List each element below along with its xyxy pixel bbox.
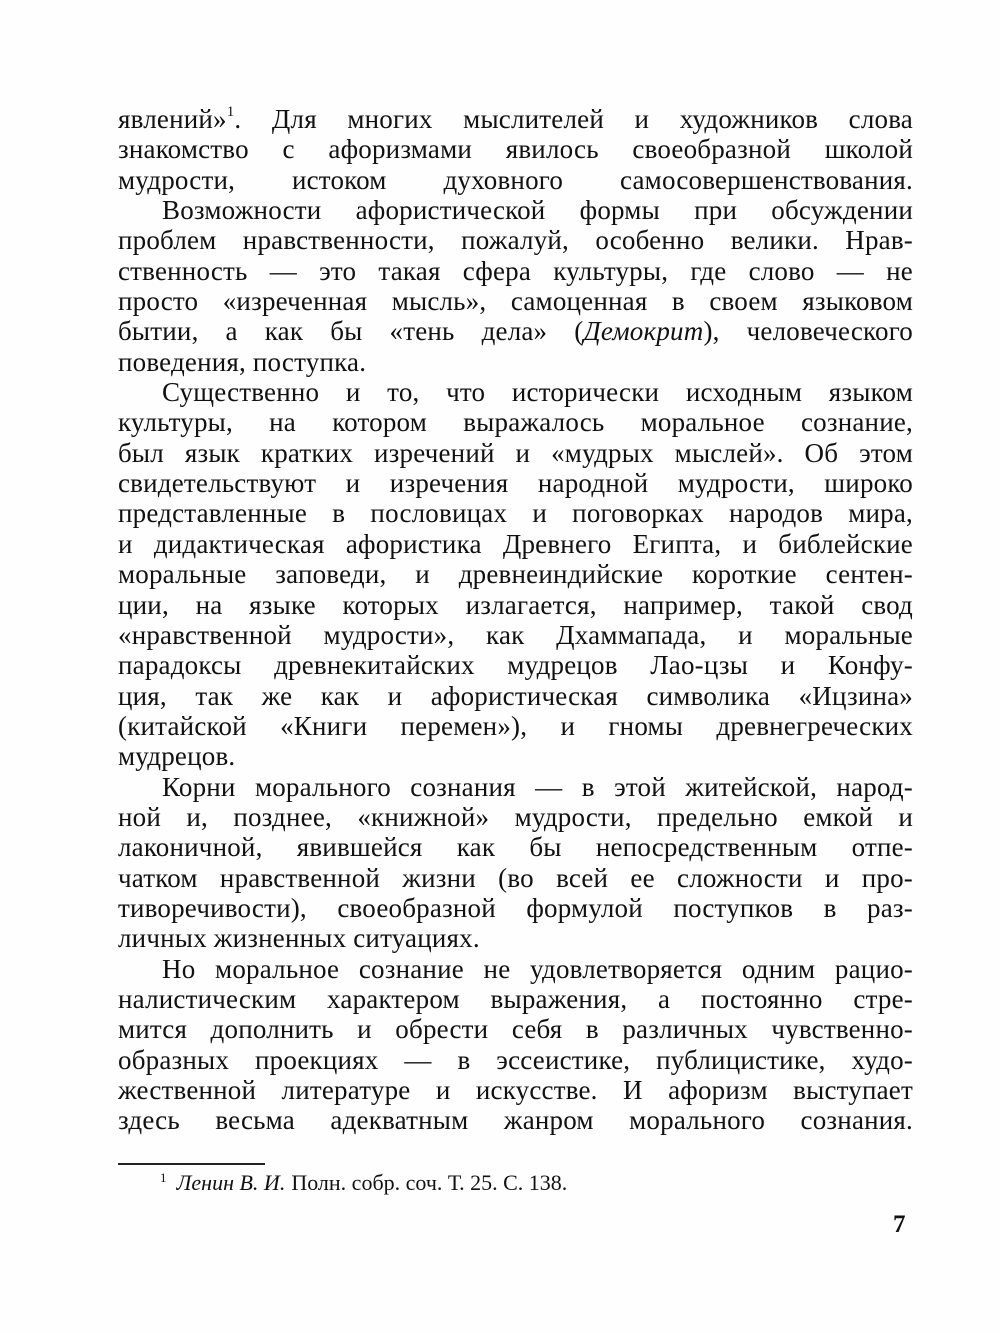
text-segment: личных жизненных ситуациях. [118,923,480,954]
text-segment: (китайской «Книги перемен»), и гномы древнегреческих [118,710,913,741]
text-segment: Но моральное сознание не удовлетворяется одним рацио- [162,953,913,984]
text-line [118,832,913,862]
text-line [118,802,913,832]
text-segment: лаконичной, явившейся как бы непосредственным отпе- [118,832,913,863]
text-line [118,256,913,286]
text-segment: ), человеческого [703,316,914,347]
footnote [160,1168,567,1198]
text-segment: тиворечивости), своеобразной формулой поступков в раз- [118,892,913,923]
text-line [118,1014,913,1044]
text-segment: поведения, поступка. [118,346,367,377]
text-line [118,104,913,134]
text-segment: налистическим характером выражения, а постоянно стре- [118,983,913,1014]
text-segment: ственность — это такая сфера культуры, где слово — не [118,255,913,286]
text-line [118,286,913,316]
text-line [118,468,913,498]
text-line [118,1075,913,1105]
text-segment: чатком нравственной жизни (во всей ее сложности и про- [118,862,913,893]
footnote-reference: 1 [226,104,235,120]
text-segment: был язык кратких изречений и «мудрых мыслей». Об этом [118,437,913,468]
text-line [118,650,913,680]
text-segment: представленные в пословицах и поговорках народов мира, [118,498,913,529]
text-line [118,438,913,468]
text-segment: и дидактическая афористика Древнего Египта, и библейские [118,528,913,559]
text-line [118,134,913,164]
text-segment: Существенно и то, что исторически исходным языком [162,377,913,408]
footnote-divider [118,1163,265,1165]
text-line [118,316,913,346]
text-segment: «нравственной мудрости», как Дхаммапада, и моральные [118,619,913,650]
text-line [118,681,913,711]
text-segment: Возможности афористической формы при обсуждении [162,195,913,226]
text-segment: жественной литературе и искусстве. И афоризм выступает [118,1075,913,1105]
text-segment: ция, так же как и афористическая символика «Ицзина» [118,680,913,711]
text-segment: здесь весьма адекватным жанром морального сознания. [118,1105,913,1136]
text-segment: свидетельствуют и изречения народной мудрости, широко [118,468,913,499]
text-line [118,863,913,893]
text-line [118,529,913,559]
text-line [118,620,913,650]
text-segment: ции, на языке которых излагается, например, такой свод [118,589,913,620]
footnote-author: Ленин В. И. [176,1170,286,1195]
text-line [118,954,913,984]
text-segment: мудрости, истоком духовного самосовершенствования. [118,164,913,195]
text-line [118,195,913,225]
text-segment: явлений» [118,104,227,134]
text-line [118,1045,913,1075]
text-segment: . Для многих мыслителей и художников слова [234,104,913,134]
text-line [118,559,913,589]
text-segment: ной и, позднее, «книжной» мудрости, предельно емкой и [118,801,913,832]
text-line [118,225,913,255]
italic-name: Демокрит [583,316,704,347]
text-line [118,984,913,1014]
text-segment: культуры, на котором выражалось моральное сознание, [118,407,913,438]
body-text [118,104,913,1136]
footnote-citation: Полн. собр. соч. Т. 25. С. 138. [291,1170,568,1195]
text-segment: просто «изреченная мысль», самоценная в своем языковом [118,286,913,317]
page-number: 7 [893,1211,906,1238]
text-line [118,772,913,802]
text-segment: образных проекциях — в эссеистике, публицистике, худо- [118,1044,913,1075]
text-line [118,590,913,620]
text-segment: парадоксы древнекитайских мудрецов Лао-цзы и Конфу- [118,650,913,681]
text-line [118,347,913,377]
text-line [118,893,913,923]
text-segment: Корни морального сознания — в этой житейской, народ- [162,771,913,802]
footnote-marker: 1 [160,1170,167,1185]
text-line [118,923,913,953]
text-segment: моральные заповеди, и древнеиндийские короткие сентен- [118,559,913,590]
text-line [118,407,913,437]
text-segment: бытии, а как бы «тень дела» ( [118,316,584,347]
text-line [118,711,913,741]
text-line [118,741,913,771]
text-line [118,165,913,195]
text-line [118,377,913,407]
text-line [118,498,913,528]
text-line [118,1105,913,1135]
text-segment: знакомство с афоризмами явилось своеобразной школой [118,134,913,165]
text-segment: мудрецов. [118,741,236,772]
text-segment: мится дополнить и обрести себя в различных чувственно- [118,1014,913,1045]
text-segment: проблем нравственности, пожалуй, особенно велики. Нрав- [118,225,913,256]
